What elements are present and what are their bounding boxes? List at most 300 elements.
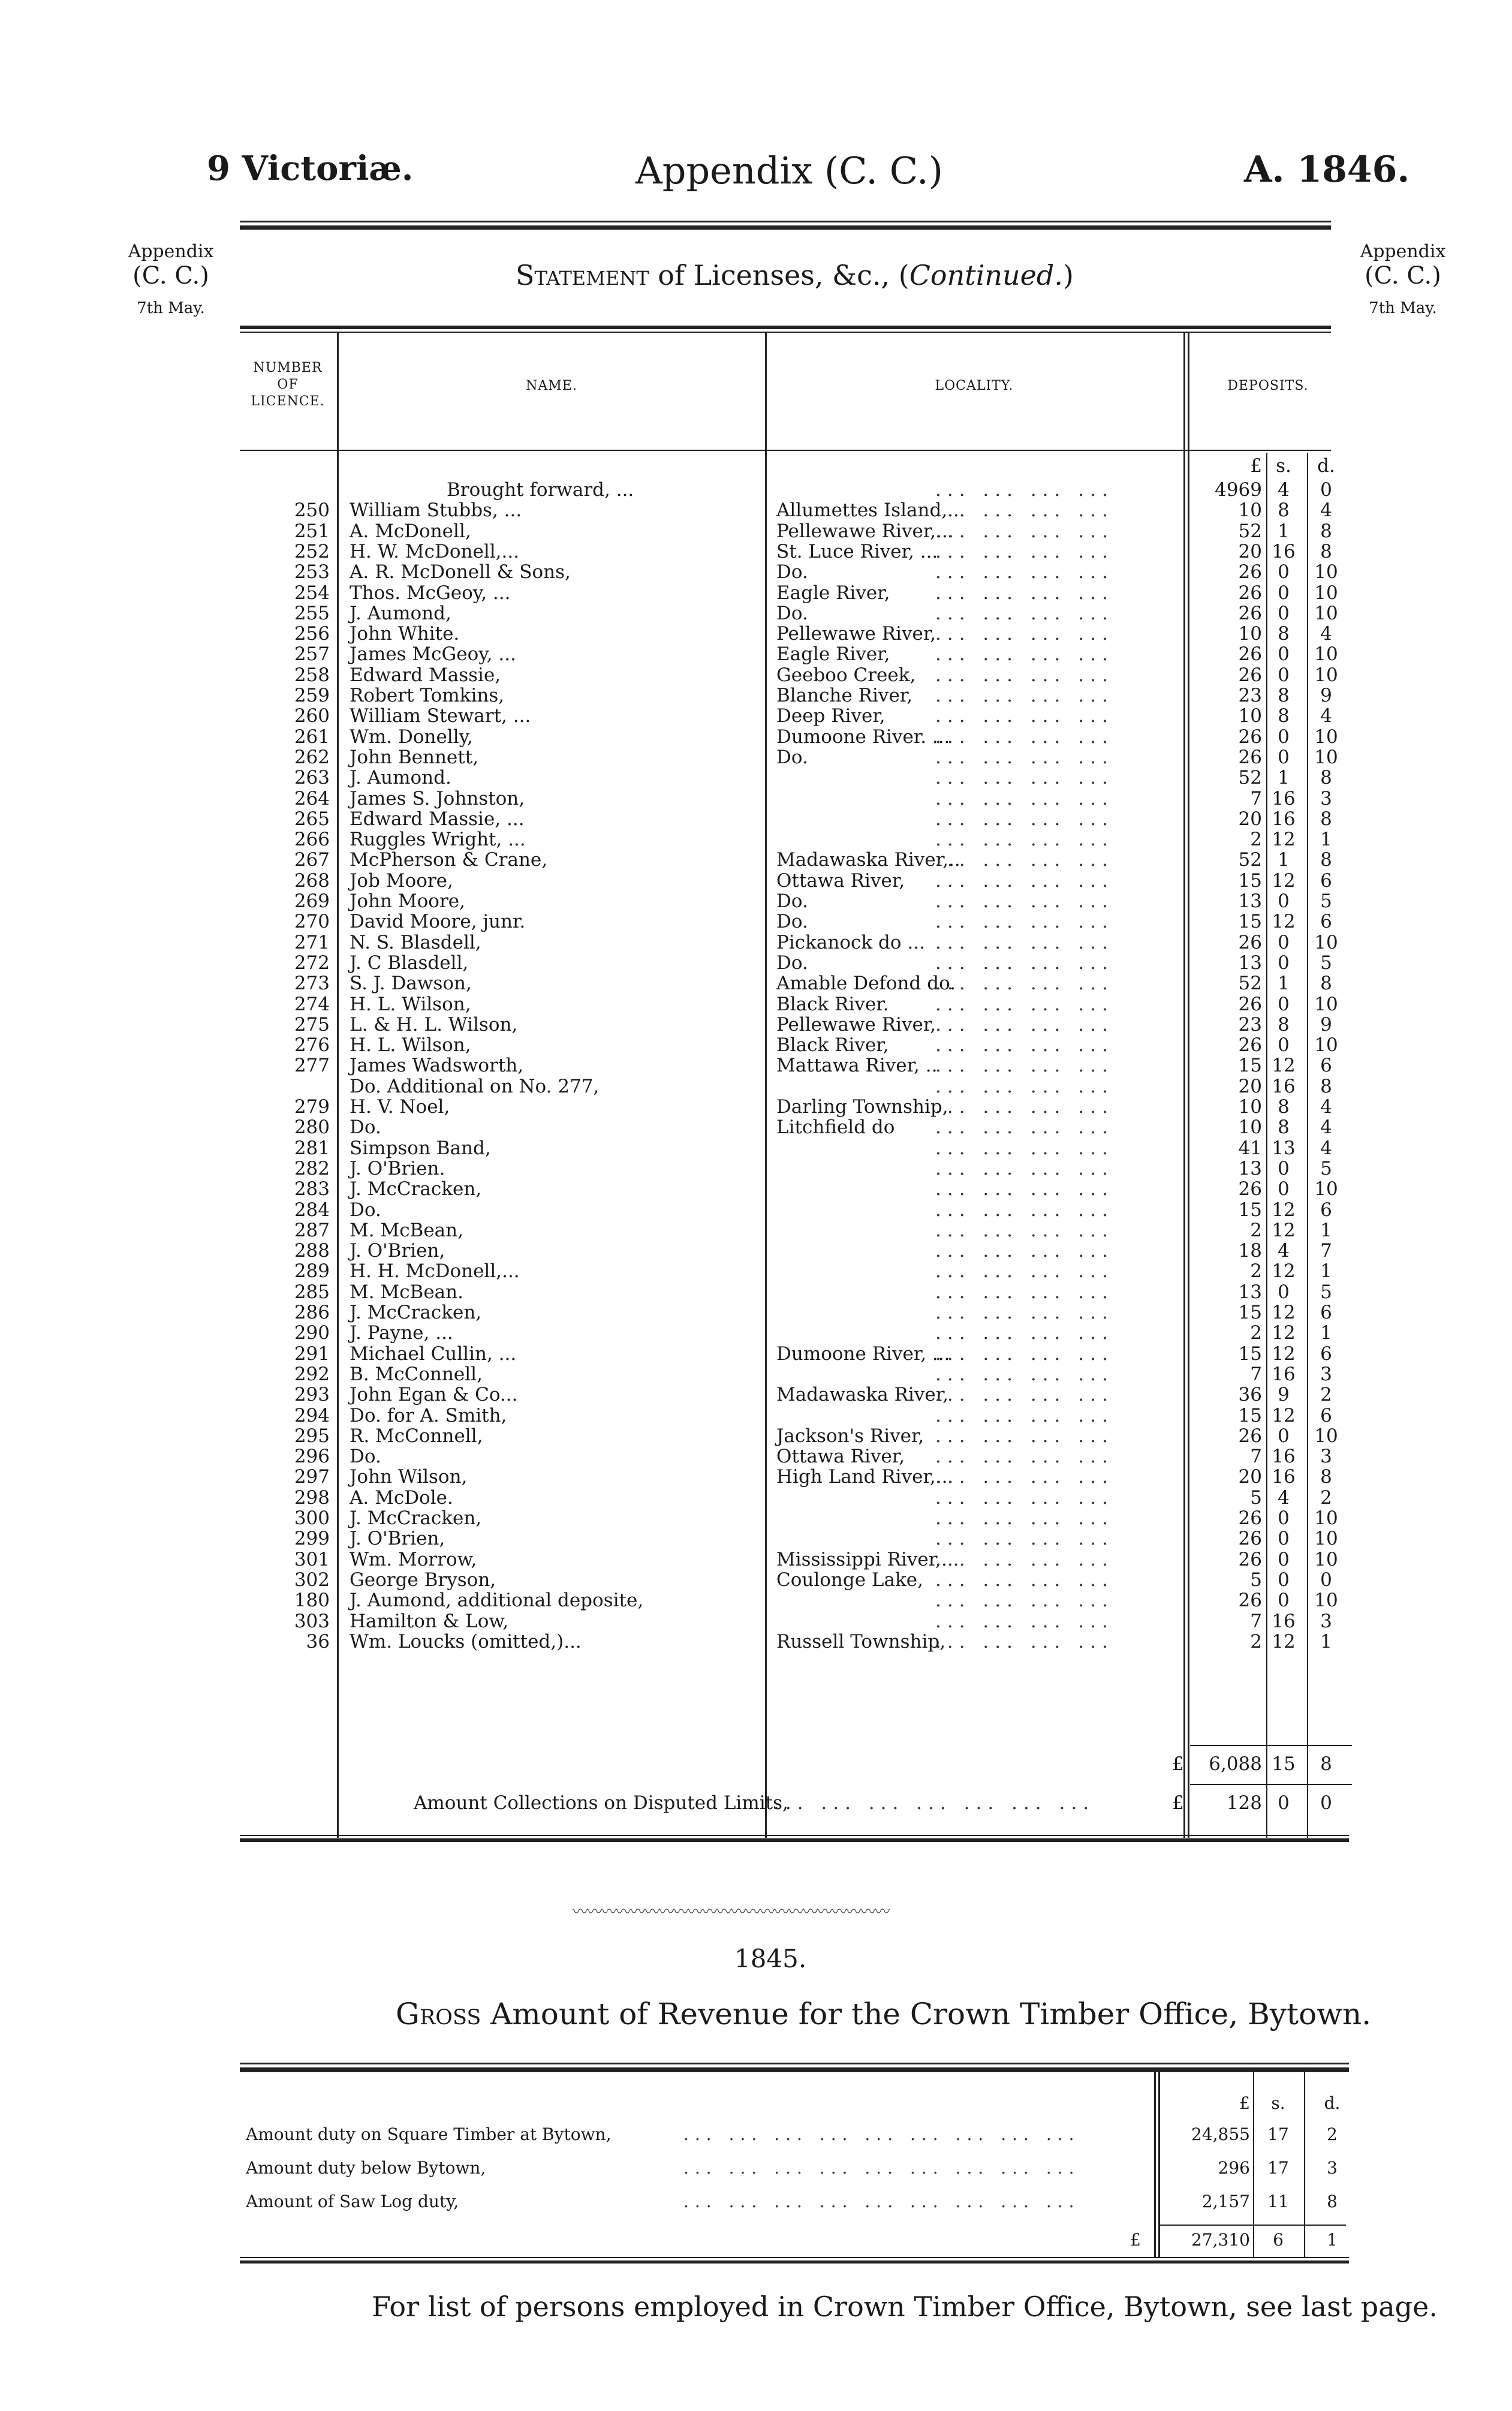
leader-dots: ... ... ... ... <box>935 1384 1114 1406</box>
deposit-shillings: 16 <box>1272 808 1296 830</box>
deposit-pounds: 15 <box>1238 1199 1262 1221</box>
leader-dots: ... ... ... ... <box>935 1137 1114 1159</box>
locality: High Land River,... <box>776 1466 954 1488</box>
locality: Pellewawe River, <box>776 623 936 645</box>
table-row <box>0 1035 1512 1055</box>
table-row <box>0 809 1512 829</box>
gross-rule-bottom <box>240 2260 1349 2263</box>
leader-dots: ... ... ... ... <box>935 602 1114 624</box>
gross-label: Amount of Saw Log duty, <box>246 2192 459 2211</box>
deposit-pence: 6 <box>1320 869 1332 892</box>
locality: Do. <box>776 561 808 583</box>
leader-dots: ... ... ... ... <box>935 767 1114 789</box>
licensee-name: James Wadsworth, <box>350 1055 524 1077</box>
table-row <box>0 1241 1512 1261</box>
licence-number: 269 <box>294 890 330 912</box>
licence-number: 284 <box>294 1199 330 1221</box>
locality: Mattawa River, .. <box>776 1055 938 1077</box>
deposit-shillings: 12 <box>1272 1260 1296 1283</box>
deposit-shillings: 0 <box>1278 952 1290 974</box>
licence-number: 270 <box>294 911 330 933</box>
deposit-pence: 4 <box>1320 499 1332 522</box>
leader-dots: ... ... ... ... <box>935 1548 1114 1570</box>
licence-number: 285 <box>294 1281 330 1303</box>
gross-label: Amount duty on Square Timber at Bytown, <box>246 2124 612 2144</box>
deposit-shillings: 12 <box>1272 1404 1296 1426</box>
deposit-pence: 8 <box>1320 767 1332 789</box>
leader-dots: ... ... ... ... <box>935 993 1114 1015</box>
leader-dots: ... ... ... ... <box>935 1096 1114 1118</box>
table-row <box>0 1570 1512 1590</box>
locality: Do. <box>776 746 808 768</box>
licensee-name: L. & H. L. Wilson, <box>350 1013 518 1036</box>
licensee-name: H. L. Wilson, <box>350 1034 471 1056</box>
locality: Black River, <box>776 1034 889 1056</box>
deposit-pence: 10 <box>1314 931 1338 953</box>
deposit-pounds: 4969 <box>1215 479 1262 501</box>
deposit-pounds: 26 <box>1238 1425 1262 1447</box>
deposit-pounds: 26 <box>1238 582 1262 604</box>
table-row <box>0 583 1512 603</box>
deposit-shillings: 4 <box>1278 1486 1290 1509</box>
deposit-pounds: 15 <box>1238 1302 1262 1323</box>
deposit-pence: 6 <box>1320 1055 1332 1077</box>
deposit-pounds: 26 <box>1238 1507 1262 1529</box>
table-row <box>0 1015 1512 1035</box>
header-rule-top <box>240 221 1331 222</box>
deposit-pounds: 26 <box>1238 993 1262 1015</box>
table-row <box>0 1467 1512 1487</box>
deposit-pence: 9 <box>1320 685 1332 706</box>
margin-note-left: Appendix (C. C.) 7th May. <box>128 241 214 317</box>
table-row <box>0 973 1512 994</box>
deposit-pence: 10 <box>1314 602 1338 624</box>
licence-number: 260 <box>294 705 330 727</box>
deposit-shillings: 16 <box>1272 1363 1296 1385</box>
licence-number: 261 <box>294 726 330 748</box>
locality: Black River. <box>776 993 889 1015</box>
deposit-shillings: 8 <box>1278 499 1290 522</box>
table-row <box>0 1549 1512 1570</box>
leader-dots: ... ... ... ... <box>935 1013 1114 1036</box>
licence-number: 298 <box>294 1486 330 1509</box>
leader-dots: ... ... ... ... <box>935 1363 1114 1385</box>
deposit-pounds: 26 <box>1238 1590 1262 1612</box>
licensee-name: Ruggles Wright, ... <box>350 829 526 851</box>
deposit-pence: 7 <box>1320 1240 1332 1262</box>
licence-number: 274 <box>294 993 330 1015</box>
leader-dots: ... ... ... ... ... ... ... ... ... <box>683 2124 1080 2144</box>
table-row <box>0 624 1512 644</box>
table-row <box>0 891 1512 911</box>
locality: Eagle River, <box>776 582 890 604</box>
licence-number: 262 <box>294 746 330 768</box>
deposit-pounds: 18 <box>1238 1240 1262 1262</box>
deposit-pence: 10 <box>1314 1590 1338 1612</box>
separator-flourish: 〰〰〰〰〰〰〰〰〰〰〰〰〰〰〰〰〰〰〰〰〰〰 <box>573 1903 890 1921</box>
table-rule-bottom <box>240 1838 1349 1842</box>
deposit-pence: 10 <box>1314 643 1338 666</box>
licence-number: 286 <box>294 1302 330 1323</box>
deposit-shillings: 12 <box>1272 1343 1296 1365</box>
leader-dots: ... ... ... ... <box>935 869 1114 892</box>
deposit-pounds: 15 <box>1238 869 1262 892</box>
table-row <box>0 1344 1512 1364</box>
licensee-name: Do. Additional on No. 277, <box>350 1075 600 1097</box>
table-row <box>0 1138 1512 1158</box>
licensee-name: Hamilton & Low, <box>350 1610 509 1632</box>
deposit-shillings: 0 <box>1278 1157 1290 1179</box>
deposit-pounds: 52 <box>1238 520 1262 542</box>
leader-dots: ... ... ... ... <box>935 1590 1114 1612</box>
deposit-shillings: 1 <box>1278 973 1290 995</box>
table-row <box>0 1179 1512 1199</box>
leader-dots: ... ... ... ... <box>935 1034 1114 1056</box>
deposit-pounds: 5 <box>1250 1486 1262 1509</box>
gross-row <box>0 2156 1512 2180</box>
deposit-pounds: 23 <box>1238 1013 1262 1036</box>
licence-number: 279 <box>294 1096 330 1118</box>
leader-dots: ... ... ... ... <box>935 849 1114 871</box>
licence-number: 257 <box>294 643 330 666</box>
licence-number: 265 <box>294 808 330 830</box>
deposit-pence: 8 <box>1320 1075 1332 1097</box>
table-row <box>0 706 1512 726</box>
licensee-name: J. Aumond. <box>350 767 451 789</box>
leader-dots: ... ... ... ... <box>935 1116 1114 1139</box>
deposit-pounds: 7 <box>1250 1610 1262 1632</box>
table-row <box>0 1446 1512 1467</box>
deposit-shillings: 4 <box>1278 479 1290 501</box>
deposit-pence: 10 <box>1314 746 1338 768</box>
licensee-name: John Wilson, <box>350 1466 468 1488</box>
leader-dots: ... ... ... ... <box>935 952 1114 974</box>
deposit-pounds: 13 <box>1238 952 1262 974</box>
table-row <box>0 541 1512 562</box>
gross-pounds: 24,855 <box>1191 2124 1250 2144</box>
disputed-row: Amount Collections on Disputed Limits, ... ... ... ... ... ... ... £ 128 0 0 <box>414 1792 1332 1814</box>
table-row <box>0 1158 1512 1179</box>
leader-dots: ... ... ... ... <box>935 973 1114 995</box>
deposit-pence: 10 <box>1314 1425 1338 1447</box>
licensee-name: R. McConnell, <box>350 1425 483 1447</box>
deposit-shillings: 8 <box>1278 685 1290 706</box>
licensee-name: McPherson & Crane, <box>350 849 548 871</box>
deposit-pence: 1 <box>1320 1322 1332 1344</box>
deposit-pounds: 41 <box>1238 1137 1262 1159</box>
licensee-name: J. O'Brien, <box>350 1240 445 1262</box>
gross-pounds: 2,157 <box>1201 2192 1250 2211</box>
table-rule-top-thin <box>240 332 1331 333</box>
table-row <box>0 1488 1512 1508</box>
deposit-pence: 3 <box>1320 787 1332 809</box>
deposit-shillings: 12 <box>1272 869 1296 892</box>
locality: Mississippi River,... <box>776 1548 959 1570</box>
licensee-name: H. L. Wilson, <box>350 993 471 1015</box>
total-rule <box>1190 1745 1352 1746</box>
deposit-pounds: 26 <box>1238 1034 1262 1056</box>
deposit-pounds: 2 <box>1250 1322 1262 1344</box>
leader-dots: ... ... ... ... <box>935 1404 1114 1426</box>
deposit-pence: 5 <box>1320 952 1332 974</box>
leader-dots: ... ... ... ... <box>935 808 1114 830</box>
deposit-shillings: 12 <box>1272 1199 1296 1221</box>
deposit-pence: 3 <box>1320 1363 1332 1385</box>
deposit-pounds: 2 <box>1250 1219 1262 1241</box>
licence-number: 291 <box>294 1343 330 1365</box>
table-row <box>0 521 1512 541</box>
deposit-pounds: 26 <box>1238 746 1262 768</box>
locality: Amable Defond do. <box>776 973 956 995</box>
table-row <box>0 1632 1512 1652</box>
deposit-pounds: 5 <box>1250 1569 1262 1591</box>
leader-dots: ... ... ... ... <box>935 1157 1114 1179</box>
licensee-name: Do. <box>350 1116 381 1139</box>
deposit-shillings: 16 <box>1272 1075 1296 1097</box>
deposit-pence: 6 <box>1320 911 1332 933</box>
licence-number: 289 <box>294 1260 330 1283</box>
locality: Dumoone River, ... <box>776 1343 950 1365</box>
units-row: £ s. d. <box>1250 455 1335 477</box>
leader-dots: ... ... ... ... <box>935 623 1114 645</box>
licensee-name: William Stewart, ... <box>350 705 531 727</box>
licence-number: 271 <box>294 931 330 953</box>
licensee-name: A. McDonell, <box>350 520 471 542</box>
licensee-name: Job Moore, <box>350 869 453 892</box>
deposit-pounds: 10 <box>1238 1096 1262 1118</box>
licence-number: 263 <box>294 767 330 789</box>
licensee-name: J. Aumond, <box>350 602 451 624</box>
deposit-shillings: 0 <box>1278 1569 1290 1591</box>
licensee-name: James McGeoy, ... <box>350 643 516 666</box>
deposit-pounds: 10 <box>1238 1116 1262 1139</box>
locality: Ottawa River, <box>776 869 905 892</box>
deposit-pence: 1 <box>1320 1630 1332 1653</box>
leader-dots: ... ... ... ... <box>935 890 1114 912</box>
deposit-pence: 1 <box>1320 1219 1332 1241</box>
gross-year: 1845. <box>734 1944 807 1973</box>
licence-number: 290 <box>294 1322 330 1344</box>
deposit-pence: 10 <box>1314 993 1338 1015</box>
deposit-pence: 4 <box>1320 623 1332 645</box>
deposit-pounds: 13 <box>1238 890 1262 912</box>
footer-note: For list of persons employed in Crown Timber Office, Bytown, see last page. <box>372 2290 1438 2323</box>
table-row <box>0 767 1512 788</box>
deposit-pounds: 26 <box>1238 643 1262 666</box>
locality: Jackson's River, <box>776 1425 924 1447</box>
deposit-pounds: 13 <box>1238 1157 1262 1179</box>
licence-number: 299 <box>294 1528 330 1550</box>
licence-number: 275 <box>294 1013 330 1036</box>
leader-dots: ... ... ... ... <box>935 1507 1114 1529</box>
licensee-name: S. J. Dawson, <box>350 973 472 995</box>
deposit-shillings: 8 <box>1278 1096 1290 1118</box>
deposit-pounds: 52 <box>1238 849 1262 871</box>
table-row <box>0 911 1512 932</box>
deposit-pounds: 36 <box>1238 1384 1262 1406</box>
locality: Do. <box>776 952 808 974</box>
deposit-pence: 2 <box>1320 1384 1332 1406</box>
licence-number: 288 <box>294 1240 330 1262</box>
deposit-pence: 4 <box>1320 1116 1332 1139</box>
licence-number: 250 <box>294 499 330 522</box>
locality: Madawaska River, <box>776 1384 948 1406</box>
deposit-shillings: 16 <box>1272 1446 1296 1468</box>
licensee-name: J. McCracken, <box>350 1302 482 1323</box>
table-row <box>0 994 1512 1015</box>
deposit-pounds: 10 <box>1238 499 1262 522</box>
licence-number: 266 <box>294 829 330 851</box>
leader-dots: ... ... ... ... <box>935 643 1114 666</box>
deposit-pence: 6 <box>1320 1199 1332 1221</box>
licensee-name: John White. <box>350 623 460 645</box>
deposit-shillings: 1 <box>1278 520 1290 542</box>
col-header-locality: LOCALITY. <box>935 378 1014 393</box>
deposit-pence: 5 <box>1320 890 1332 912</box>
total-rule-bottom <box>1190 1784 1352 1785</box>
leader-dots: ... ... ... ... <box>935 664 1114 686</box>
deposit-shillings: 16 <box>1272 540 1296 562</box>
licensee-name: B. McConnell, <box>350 1363 483 1385</box>
gross-total-row: £ 27,310 6 1 <box>1130 2230 1338 2250</box>
table-rule-top <box>240 326 1331 329</box>
deposit-shillings: 0 <box>1278 1590 1290 1612</box>
deposit-pence: 10 <box>1314 664 1338 686</box>
licence-number: 259 <box>294 685 330 706</box>
deposit-pence: 10 <box>1314 1034 1338 1056</box>
licence-number: 36 <box>306 1630 330 1653</box>
table-row <box>0 1117 1512 1137</box>
leader-dots: ... ... ... ... <box>935 1055 1114 1077</box>
table-row <box>0 1590 1512 1611</box>
total-row: £ 6,088 15 8 <box>1172 1753 1332 1775</box>
licence-number: 252 <box>294 540 330 562</box>
deposit-shillings: 0 <box>1278 931 1290 953</box>
deposit-shillings: 4 <box>1278 1240 1290 1262</box>
deposit-shillings: 0 <box>1278 1281 1290 1303</box>
licensee-name: Robert Tomkins, <box>350 685 505 706</box>
deposit-shillings: 12 <box>1272 1219 1296 1241</box>
leader-dots: ... ... ... ... <box>935 1446 1114 1468</box>
statement-title: Statement of Licenses, &c., (Continued.) <box>516 259 1074 291</box>
deposit-pounds: 13 <box>1238 1281 1262 1303</box>
locality: Allumettes Island,... <box>776 499 965 522</box>
leader-dots: ... ... ... ... <box>935 1178 1114 1200</box>
locality: Do. <box>776 911 808 933</box>
deposit-shillings: 16 <box>1272 1466 1296 1488</box>
locality: Darling Township, <box>776 1096 948 1118</box>
header-rule-bottom <box>240 225 1331 230</box>
margin-note-right: Appendix (C. C.) 7th May. <box>1360 241 1446 317</box>
leader-dots: ... ... ... ... <box>935 829 1114 851</box>
table-row <box>0 1076 1512 1097</box>
licensee-name: H. H. McDonell,... <box>350 1260 520 1283</box>
deposit-shillings: 12 <box>1272 911 1296 933</box>
deposit-pounds: 26 <box>1238 664 1262 686</box>
licence-number: 295 <box>294 1425 330 1447</box>
locality: Russell Township, <box>776 1630 946 1653</box>
col-header-name: NAME. <box>526 378 577 393</box>
table-row <box>0 1426 1512 1446</box>
leader-dots: ... ... ... ... <box>935 1486 1114 1509</box>
deposit-shillings: 0 <box>1278 1507 1290 1529</box>
licensee-name: Do. <box>350 1446 381 1468</box>
licence-number: 264 <box>294 787 330 809</box>
table-row <box>0 665 1512 685</box>
licence-number: 255 <box>294 602 330 624</box>
gross-label: Amount duty below Bytown, <box>246 2158 486 2178</box>
leader-dots: ... ... ... ... <box>935 1260 1114 1283</box>
gross-shillings: 17 <box>1267 2124 1289 2144</box>
deposit-shillings: 0 <box>1278 1034 1290 1056</box>
licensee-name: N. S. Blasdell, <box>350 931 481 953</box>
leader-dots: ... ... ... ... <box>935 685 1114 706</box>
licence-number: 272 <box>294 952 330 974</box>
leader-dots: ... ... ... ... <box>935 1610 1114 1632</box>
deposit-shillings: 9 <box>1278 1384 1290 1406</box>
deposit-shillings: 0 <box>1278 582 1290 604</box>
leader-dots: ... ... ... ... <box>935 746 1114 768</box>
deposit-pounds: 20 <box>1238 808 1262 830</box>
deposit-pounds: 10 <box>1238 623 1262 645</box>
deposit-pence: 4 <box>1320 705 1332 727</box>
deposit-shillings: 0 <box>1278 1178 1290 1200</box>
leader-dots: ... ... ... ... <box>935 1343 1114 1365</box>
leader-dots: ... ... ... ... <box>935 1466 1114 1488</box>
deposit-shillings: 8 <box>1278 1013 1290 1036</box>
locality: Pickanock do ... <box>776 931 925 953</box>
gross-units-row: £ s. d. <box>1239 2093 1341 2113</box>
leader-dots: ... ... ... ... <box>935 705 1114 727</box>
deposit-pence: 4 <box>1320 1096 1332 1118</box>
licensee-name: Do. for A. Smith, <box>350 1404 507 1426</box>
locality: Pellewawe River, <box>776 1013 936 1036</box>
licensee-name: H. V. Noel, <box>350 1096 450 1118</box>
deposit-pence: 6 <box>1320 1343 1332 1365</box>
col-header-deposits: DEPOSITS. <box>1227 378 1309 393</box>
leader-dots: ... ... ... ... <box>935 1425 1114 1447</box>
deposit-pounds: 15 <box>1238 1404 1262 1426</box>
leader-dots: ... ... ... ... <box>935 1630 1114 1653</box>
deposit-pence: 10 <box>1314 561 1338 583</box>
table-row <box>0 685 1512 706</box>
table-row <box>0 480 1512 500</box>
table-row <box>0 562 1512 582</box>
licence-number: 282 <box>294 1157 330 1179</box>
deposit-shillings: 0 <box>1278 1528 1290 1550</box>
leader-dots: ... ... ... ... <box>935 1281 1114 1303</box>
deposit-pounds: 26 <box>1238 1528 1262 1550</box>
licence-number: 277 <box>294 1055 330 1077</box>
deposit-pounds: 26 <box>1238 1548 1262 1570</box>
table-row <box>0 1508 1512 1528</box>
table-row <box>0 1528 1512 1549</box>
licensee-name: Thos. McGeoy, ... <box>350 582 511 604</box>
locality: Geeboo Creek, <box>776 664 916 686</box>
leader-dots: ... ... ... ... <box>935 1302 1114 1323</box>
gross-pounds: 296 <box>1218 2158 1250 2178</box>
deposit-pounds: 10 <box>1238 705 1262 727</box>
licence-number: 297 <box>294 1466 330 1488</box>
table-row <box>0 1261 1512 1281</box>
licensee-name: J. O'Brien, <box>350 1528 445 1550</box>
licensee-name: A. R. McDonell & Sons, <box>350 561 571 583</box>
deposit-pence: 6 <box>1320 1404 1332 1426</box>
table-row <box>0 1323 1512 1343</box>
licensee-name: William Stubbs, ... <box>350 499 522 522</box>
deposit-shillings: 16 <box>1272 1610 1296 1632</box>
licence-number: 294 <box>294 1404 330 1426</box>
